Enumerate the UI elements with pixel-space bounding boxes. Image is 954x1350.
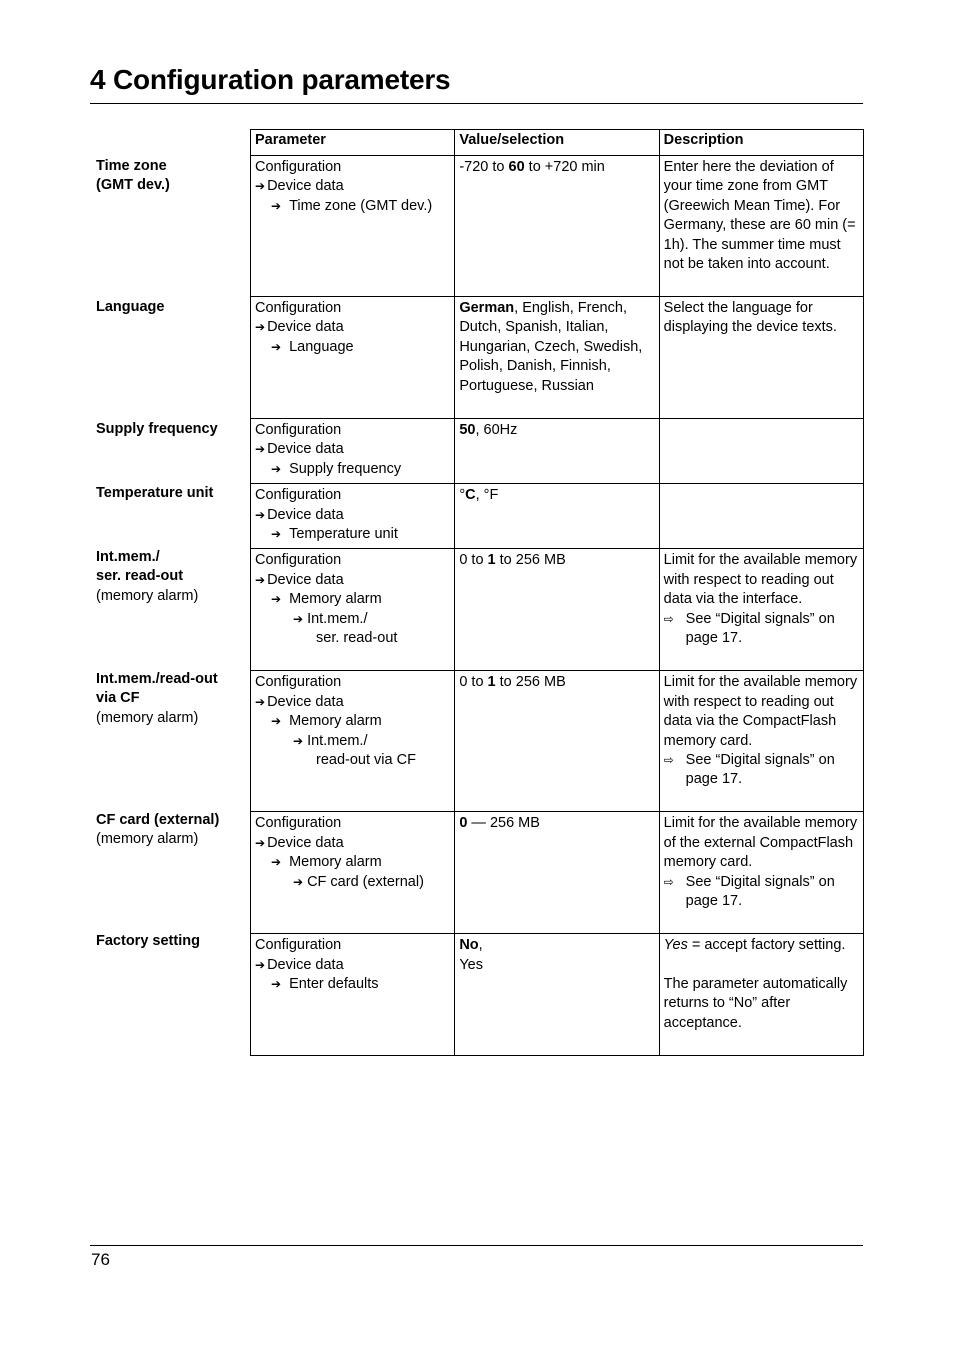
- path-level-1: Configuration: [255, 487, 342, 504]
- page-number: 76: [91, 1250, 110, 1269]
- value-cell: [455, 156, 659, 297]
- path-level-2: ➔ Device data: [255, 834, 450, 853]
- path-level-4-cont: read-out via CF: [316, 752, 416, 769]
- path-level-3: ➔ Enter defaults: [255, 975, 450, 994]
- cross-reference: [664, 751, 859, 790]
- description-cell: [659, 419, 863, 484]
- path-level-3: ➔ Language: [255, 338, 450, 357]
- description-text: = accept factory setting.: [687, 937, 846, 954]
- side-label-bold: ser. read-out: [96, 568, 184, 585]
- table-row: [251, 484, 864, 549]
- side-label-bold: Int.mem./read-out: [96, 671, 218, 687]
- path-level-4: ➔ Int.mem./: [255, 610, 450, 629]
- path-level-2: ➔ Device data: [255, 318, 450, 337]
- value-text: °: [459, 487, 466, 504]
- default-value: 0: [459, 815, 468, 832]
- value-text: ,: [478, 937, 483, 954]
- side-label-bold: Language: [96, 299, 165, 315]
- parameter-path-cell: [251, 297, 455, 419]
- value-cell: [455, 297, 659, 419]
- side-label-int-mem-ser: [96, 548, 246, 606]
- footer-divider: [90, 1245, 863, 1246]
- value-cell: [455, 812, 659, 934]
- reference-arrow-icon: ⇨: [663, 874, 674, 889]
- path-level-3: ➔ Time zone (GMT dev.): [255, 197, 450, 216]
- parameter-path-cell: [251, 156, 455, 297]
- cross-reference: [664, 873, 859, 912]
- description-line: [664, 937, 846, 953]
- default-value: German: [459, 300, 515, 316]
- table-row: [251, 812, 864, 934]
- path-level-2: ➔ Device data: [255, 956, 450, 975]
- parameter-table: [250, 129, 864, 1056]
- side-label-bold: Time zone: [96, 158, 167, 174]
- value-cell: [455, 549, 659, 671]
- description-cell: Select the language for displaying the device texts.: [659, 297, 863, 419]
- path-level-1: Configuration: [255, 300, 342, 316]
- path-level-2: ➔ Device data: [255, 177, 450, 196]
- description-note: The parameter automatically returns to “No” after acceptance.: [663, 975, 848, 1031]
- path-level-1: Configuration: [255, 159, 342, 175]
- table-row: [251, 671, 864, 812]
- column-header-description: Description: [659, 130, 863, 156]
- path-level-3: ➔ Memory alarm: [255, 712, 450, 731]
- value-text: -720 to: [459, 159, 509, 175]
- table-row: [251, 297, 864, 419]
- value-cell: [455, 484, 659, 549]
- value-text: , 60Hz: [475, 422, 518, 438]
- side-label-bold: Temperature unit: [96, 485, 214, 501]
- value-text: 0 to: [459, 552, 488, 569]
- description-text: Limit for the available memory with respect to reading out data via the CompactFlash memory card.: [663, 674, 858, 749]
- description-cell: [659, 812, 863, 934]
- description-cell: [659, 484, 863, 549]
- value-text: , English, French, Dutch, Spanish, Italian, Hungarian, Czech, Swedish, Polish, Danish, Finnish, Portuguese, Russian: [459, 300, 643, 394]
- parameter-path-cell: [251, 549, 455, 671]
- cross-reference: [664, 610, 859, 649]
- description-cell: [659, 671, 863, 812]
- side-label-language: [96, 298, 246, 317]
- path-level-2: ➔ Device data: [255, 693, 450, 712]
- default-value: C: [465, 487, 476, 504]
- path-level-4: ➔ CF card (external): [255, 873, 450, 892]
- side-label-bold: Supply frequency: [96, 421, 218, 437]
- value-cell: [455, 419, 659, 484]
- table-header-row: [251, 130, 864, 156]
- path-level-3: ➔ Memory alarm: [255, 590, 450, 609]
- default-value: 1: [487, 674, 496, 691]
- side-label-int-mem-cf: [96, 670, 246, 728]
- value-text: — 256 MB: [467, 815, 540, 832]
- path-level-1: Configuration: [255, 937, 342, 954]
- reference-arrow-icon: ⇨: [663, 611, 674, 626]
- reference-text: See “Digital signals” on page 17.: [685, 610, 835, 647]
- side-label-time-zone: [96, 157, 246, 196]
- parameter-path-cell: [251, 419, 455, 484]
- description-text: Limit for the available memory of the external CompactFlash memory card.: [663, 815, 858, 871]
- title-divider: [90, 103, 863, 104]
- page-title: 4 Configuration parameters: [90, 64, 451, 95]
- table-row: [251, 934, 864, 1056]
- table-row: [251, 419, 864, 484]
- side-label-bold: via CF: [96, 690, 140, 707]
- value-text: to 256 MB: [495, 674, 566, 691]
- side-label-supply-frequency: [96, 420, 246, 439]
- side-label-note: (memory alarm): [96, 709, 199, 726]
- reference-text: See “Digital signals” on page 17.: [685, 873, 835, 910]
- default-value: 1: [487, 552, 496, 569]
- default-value: No: [459, 937, 479, 954]
- reference-arrow-icon: ⇨: [663, 753, 674, 768]
- side-label-bold: Factory setting: [96, 933, 200, 949]
- value-text: 0 to: [459, 674, 488, 691]
- side-label-cf-card: [96, 811, 246, 850]
- path-level-3: ➔ Memory alarm: [255, 853, 450, 872]
- side-label-bold: (GMT dev.): [96, 177, 170, 194]
- parameter-path-cell: [251, 671, 455, 812]
- path-level-3: ➔ Temperature unit: [255, 525, 450, 544]
- path-level-2: ➔ Device data: [255, 440, 450, 459]
- column-header-value: Value/selection: [455, 130, 659, 156]
- side-label-bold: Int.mem./: [96, 549, 160, 565]
- side-label-note: (memory alarm): [96, 587, 199, 604]
- value-cell: [455, 934, 659, 1056]
- side-label-bold: CF card (external): [96, 812, 220, 828]
- value-text: to 256 MB: [495, 552, 566, 569]
- value-text: , °F: [475, 487, 499, 504]
- value-cell: [455, 671, 659, 812]
- column-header-parameter: Parameter: [251, 130, 455, 156]
- side-label-note: (memory alarm): [96, 831, 199, 848]
- path-level-2: ➔ Device data: [255, 506, 450, 525]
- default-value: 60: [508, 159, 525, 175]
- value-text: to +720 min: [524, 159, 605, 175]
- path-level-4: ➔ Int.mem./: [255, 732, 450, 751]
- path-level-4-cont: ser. read-out: [316, 630, 398, 647]
- side-label-factory-setting: [96, 932, 246, 951]
- description-text: Limit for the available memory with respect to reading out data via the interface.: [663, 552, 858, 608]
- reference-text: See “Digital signals” on page 17.: [685, 752, 835, 788]
- path-level-2: ➔ Device data: [255, 571, 450, 590]
- path-level-1: Configuration: [255, 552, 342, 569]
- value-option: Yes: [459, 956, 483, 973]
- parameter-path-cell: [251, 484, 455, 549]
- default-value: 50: [459, 422, 476, 438]
- path-level-1: Configuration: [255, 422, 342, 438]
- path-level-3: ➔ Supply frequency: [255, 460, 450, 479]
- description-cell: Enter here the deviation of your time zone from GMT (Greewich Mean Time). For Germany, these are 60 min (= 1h). The summer time must not be taken into account.: [659, 156, 863, 297]
- parameter-path-cell: [251, 812, 455, 934]
- path-level-1: Configuration: [255, 815, 342, 832]
- path-level-1: Configuration: [255, 674, 342, 691]
- parameter-path-cell: [251, 934, 455, 1056]
- value-line: [459, 936, 654, 955]
- description-cell: [659, 934, 863, 1056]
- table-row: [251, 549, 864, 671]
- side-label-temperature-unit: [96, 484, 246, 503]
- table-row: [251, 156, 864, 297]
- description-cell: [659, 549, 863, 671]
- description-emphasis: Yes: [663, 937, 688, 954]
